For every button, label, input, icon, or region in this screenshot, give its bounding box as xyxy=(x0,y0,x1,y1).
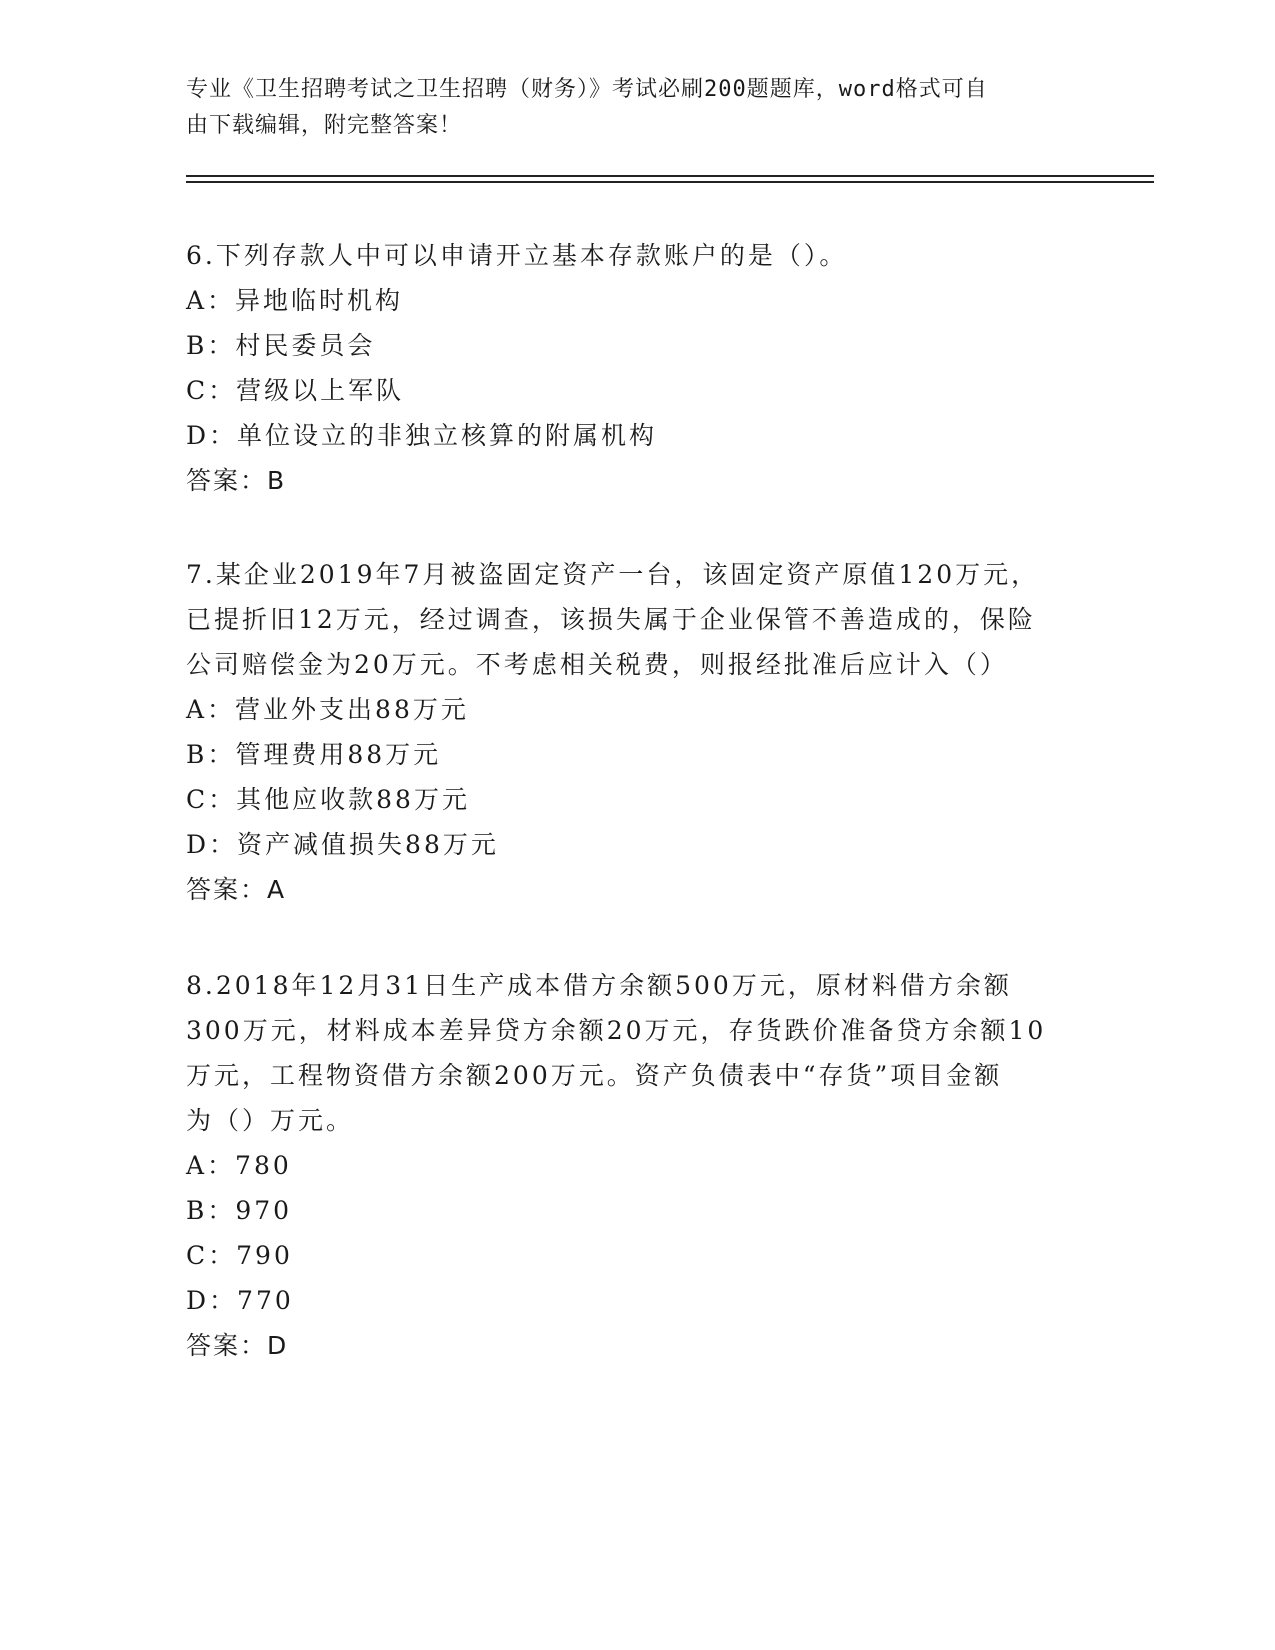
option-c: C：营级以上军队 xyxy=(186,376,405,405)
question-stem-line-1: 8.2018年12月31日生产成本借方余额500万元，原材料借方余额 xyxy=(186,971,1012,1000)
question-6 xyxy=(186,233,1066,503)
answer: 答案：D xyxy=(186,1331,289,1360)
option-b: B：管理费用88万元 xyxy=(186,740,442,769)
option-c: C：790 xyxy=(186,1241,293,1270)
document-header xyxy=(186,72,1066,144)
header-line-1: 专业《卫生招聘考试之卫生招聘（财务）》考试必刷200题题库，word格式可自 xyxy=(186,77,988,102)
question-stem-line-2: 已提折旧12万元，经过调查，该损失属于企业保管不善造成的，保险 xyxy=(186,605,1036,634)
option-b: B：970 xyxy=(186,1196,293,1225)
option-d: D：资产减值损失88万元 xyxy=(186,830,499,859)
question-stem-line-1: 7.某企业2019年7月被盗固定资产一台，该固定资产原值120万元， xyxy=(186,560,1040,589)
header-divider-top xyxy=(186,175,1154,177)
header-line-2: 由下载编辑，附完整答案！ xyxy=(186,113,463,138)
header-divider-bottom xyxy=(186,181,1154,183)
option-a: A：780 xyxy=(186,1151,292,1180)
question-stem-line-3: 公司赔偿金为20万元。不考虑相关税费，则报经批准后应计入（） xyxy=(186,650,1008,679)
option-d: D：单位设立的非独立核算的附属机构 xyxy=(186,421,658,450)
question-stem-line-2: 300万元，材料成本差异贷方余额20万元，存货跌价准备贷方余额10 xyxy=(186,1016,1047,1045)
question-stem-line-4: 为（）万元。 xyxy=(186,1106,355,1135)
answer: 答案：B xyxy=(186,466,287,495)
question-stem-line-3: 万元，工程物资借方余额200万元。资产负债表中“存货”项目金额 xyxy=(186,1061,1003,1090)
question-7 xyxy=(186,552,1066,912)
question-stem: 6.下列存款人中可以申请开立基本存款账户的是（）。 xyxy=(186,241,848,270)
answer: 答案：A xyxy=(186,875,287,904)
option-c: C：其他应收款88万元 xyxy=(186,785,470,814)
option-d: D：770 xyxy=(186,1286,294,1315)
option-b: B：村民委员会 xyxy=(186,331,376,360)
option-a: A：异地临时机构 xyxy=(186,286,404,315)
question-8 xyxy=(186,963,1066,1368)
option-a: A：营业外支出88万元 xyxy=(186,695,469,724)
